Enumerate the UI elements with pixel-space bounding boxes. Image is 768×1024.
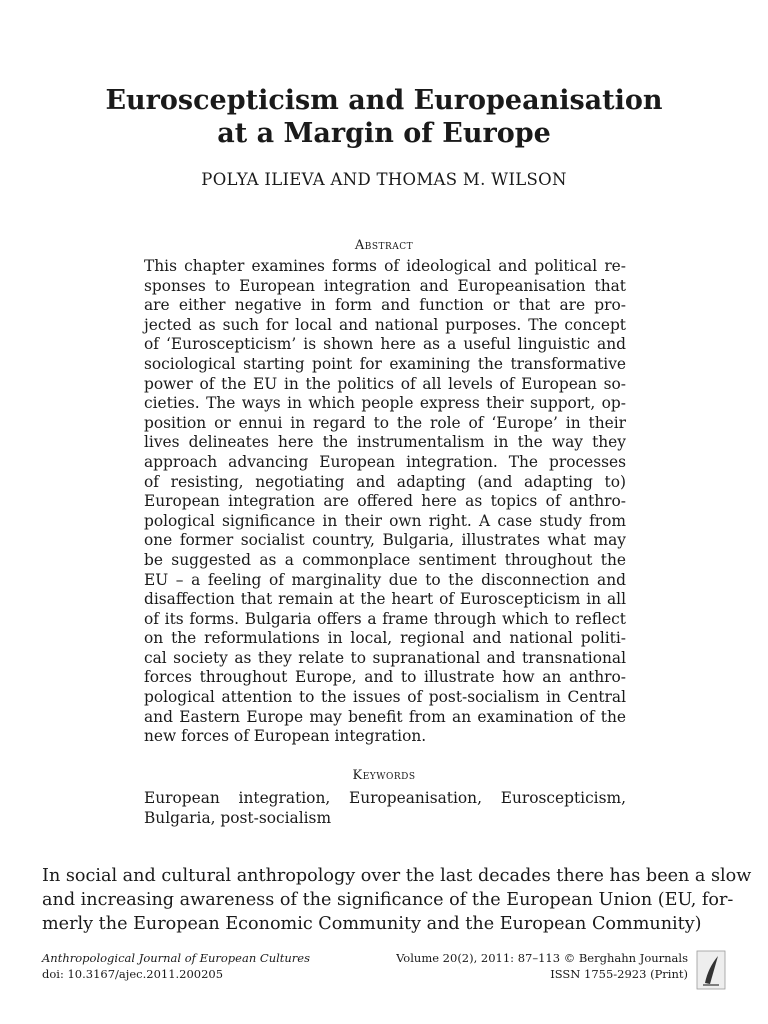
issn: ISSN 1755-2923 (Print) <box>550 967 688 981</box>
volume-info: Volume 20(2), 2011: 87–113 © Berghahn Journals <box>396 951 688 965</box>
abstract-line: of resisting, negotiating and adapting (and adapting to) <box>144 472 626 491</box>
abstract-line: are either negative in form and function or that are pro- <box>144 296 626 315</box>
abstract-line: jected as such for local and national purposes. The concept <box>144 315 626 334</box>
abstract-line: of ‘Euroscepticism’ is shown here as a useful linguistic and <box>144 335 626 354</box>
doi: doi: 10.3167/ajec.2011.200205 <box>42 967 224 981</box>
abstract-line: pological significance in their own right. A case study from <box>144 511 626 530</box>
abstract-body <box>144 257 626 747</box>
abstract-line: approach advancing European integration. The processes <box>144 452 626 471</box>
abstract-line: lives delineates here the instrumentalism in the way they <box>144 433 626 452</box>
journal-name: Anthropological Journal of European Cultures <box>42 951 311 965</box>
keywords-line: European integration, Europeanisation, Euroscepticism, <box>144 789 626 807</box>
abstract-line: be suggested as a commonplace sentiment throughout the <box>144 550 626 569</box>
intro-line: and increasing awareness of the significance of the European Union (EU, for- <box>42 890 734 910</box>
article-title <box>40 84 728 150</box>
abstract-line: of its forms. Bulgaria offers a frame through which to reflect <box>144 609 626 628</box>
abstract-line: forces throughout Europe, and to illustrate how an anthro- <box>144 668 626 687</box>
abstract-line: EU – a feeling of marginality due to the disconnection and <box>144 570 626 589</box>
intro-line: merly the European Economic Community and the European Community) <box>42 914 702 934</box>
intro-line: In social and cultural anthropology over the last decades there has been a slow <box>42 866 752 886</box>
page-footer <box>42 950 728 990</box>
footer-citation <box>42 950 310 982</box>
abstract-heading: Abstract <box>354 238 414 253</box>
keywords-heading: Keywords <box>352 768 416 783</box>
abstract-line: cal society as they relate to supranational and transnational <box>144 648 626 667</box>
abstract-line: This chapter examines forms of ideological and political re- <box>144 257 626 275</box>
keywords-line: Bulgaria, post-socialism <box>144 808 332 827</box>
abstract-line: on the reformulations in local, regional and national politi- <box>144 629 626 648</box>
abstract-line: pological attention to the issues of post-socialism in Central <box>144 688 626 707</box>
abstract-line: European integration are offered here as topics of anthro- <box>144 492 626 511</box>
abstract-line: one former socialist country, Bulgaria, illustrates what may <box>144 531 626 550</box>
abstract-line: new forces of European integration. <box>144 727 427 746</box>
abstract-line: power of the EU in the politics of all levels of European so- <box>144 374 626 393</box>
abstract-line: disaffection that remain at the heart of Euroscepticism in all <box>144 590 626 609</box>
abstract-line: cieties. The ways in which people express their support, op- <box>144 394 626 413</box>
title-line-2: at a Margin of Europe <box>217 118 551 149</box>
keywords-body <box>144 789 626 828</box>
abstract-line: and Eastern Europe may benefit from an examination of the <box>144 707 626 726</box>
berghahn-logo-icon <box>696 950 726 990</box>
footer-volume-info <box>396 950 688 982</box>
abstract-line: sociological starting point for examining the transformative <box>144 354 626 373</box>
abstract-line: sponses to European integration and Europeanisation that <box>144 276 626 295</box>
intro-paragraph <box>42 864 752 936</box>
abstract-line: position or ennui in regard to the role of ‘Europe’ in their <box>144 413 626 432</box>
authors: POLYA ILIEVA AND THOMAS M. WILSON <box>201 170 567 189</box>
title-line-1: Euroscepticism and Europeanisation <box>105 85 663 116</box>
